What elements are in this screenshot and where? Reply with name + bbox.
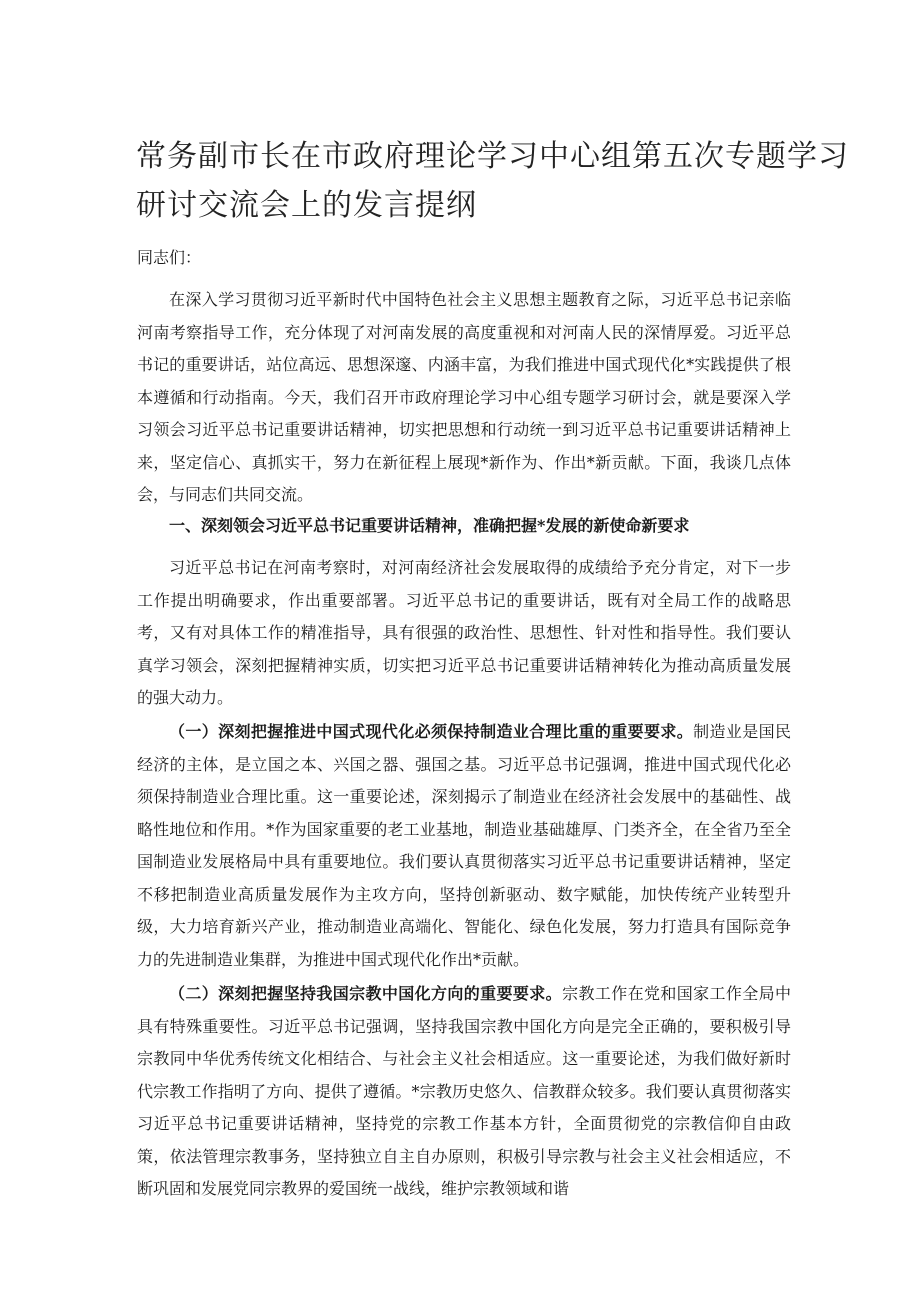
point-2-body: 宗教工作在党和国家工作全局中具有特殊重要性。习近平总书记强调，坚持我国宗教中国化方向是完全正确的，要积极引导宗教同中华优秀传统文化相结合、与社会主义社会相适应。这一重要论述，为我们做好新时代宗教工作指明了方向、提供了遵循。*宗教历史悠久、信教群众较多。我们要认真贯彻落实习近平总书记重要讲话精神，坚持党的宗教工作基本方针，全面贯彻党的宗教信仰自由政策，依法管理宗教事务，坚持独立自主自办原则，积极引导宗教与社会主义社会相适应，不断巩固和发展党同宗教界的爱国统一战线，维护宗教领域和谐	[137, 984, 791, 1198]
intro-paragraph: 在深入学习贯彻习近平新时代中国特色社会主义思想主题教育之际，习近平总书记亲临河南考察指导工作，充分体现了对河南发展的高度重视和对河南人民的深情厚爱。习近平总书记的重要讲话，站位高远、思想深邃、内涵丰富，为我们推进中国式现代化*实践提供了根本遵循和行动指南。今天，我们召开市政府理论学习中心组专题学习研讨会，就是要深入学习领会习近平总书记重要讲话精神，切实把思想和行动统一到习近平总书记重要讲话精神上来，坚定信心、真抓实干，努力在新征程上展现*新作为、作出*新贡献。下面，我谈几点体会，与同志们共同交流。	[137, 290, 791, 504]
section-1-heading: 一、深刻领会习近平总书记重要讲话精神，准确把握*发展的新使命新要求	[169, 516, 690, 535]
point-1-paragraph	[137, 716, 791, 976]
title-line-2: 研讨交流会上的发言提纲	[136, 188, 477, 223]
document-title	[136, 132, 849, 230]
title-line-1: 常务副市长在市政府理论学习中心组第五次专题学习	[136, 139, 849, 174]
point-2-lead: （二）深刻把握坚持我国宗教中国化方向的重要要求。	[169, 984, 563, 1003]
point-1-lead: （一）深刻把握推进中国式现代化必须保持制造业合理比重的重要要求。	[169, 722, 694, 741]
point-1-body: 制造业是国民经济的主体，是立国之本、兴国之器、强国之基。习近平总书记强调，推进中国式现代化必须保持制造业合理比重。这一重要论述，深刻揭示了制造业在经济社会发展中的基础性、战略性地位和作用。*作为国家重要的老工业基地，制造业基础雄厚、门类齐全，在全省乃至全国制造业发展格局中具有重要地位。我们要认真贯彻落实习近平总书记重要讲话精神，坚定不移把制造业高质量发展作为主攻方向，坚持创新驱动、数字赋能，加快传统产业转型升级，大力培育新兴产业，推动制造业高端化、智能化、绿色化发展，努力打造具有国际竞争力的先进制造业集群，为推进中国式现代化作出*贡献。	[137, 722, 791, 969]
greeting: 同志们：	[137, 248, 202, 267]
point-2-paragraph	[137, 978, 791, 1206]
section-1-paragraph: 习近平总书记在河南考察时，对河南经济社会发展取得的成绩给予充分肯定，对下一步工作提出明确要求，作出重要部署。习近平总书记的重要讲话，既有对全局工作的战略思考，又有对具体工作的精准指导，具有很强的政治性、思想性、针对性和指导性。我们要认真学习领会，深刻把握精神实质，切实把习近平总书记重要讲话精神转化为推动高质量发展的强大动力。	[137, 558, 791, 707]
